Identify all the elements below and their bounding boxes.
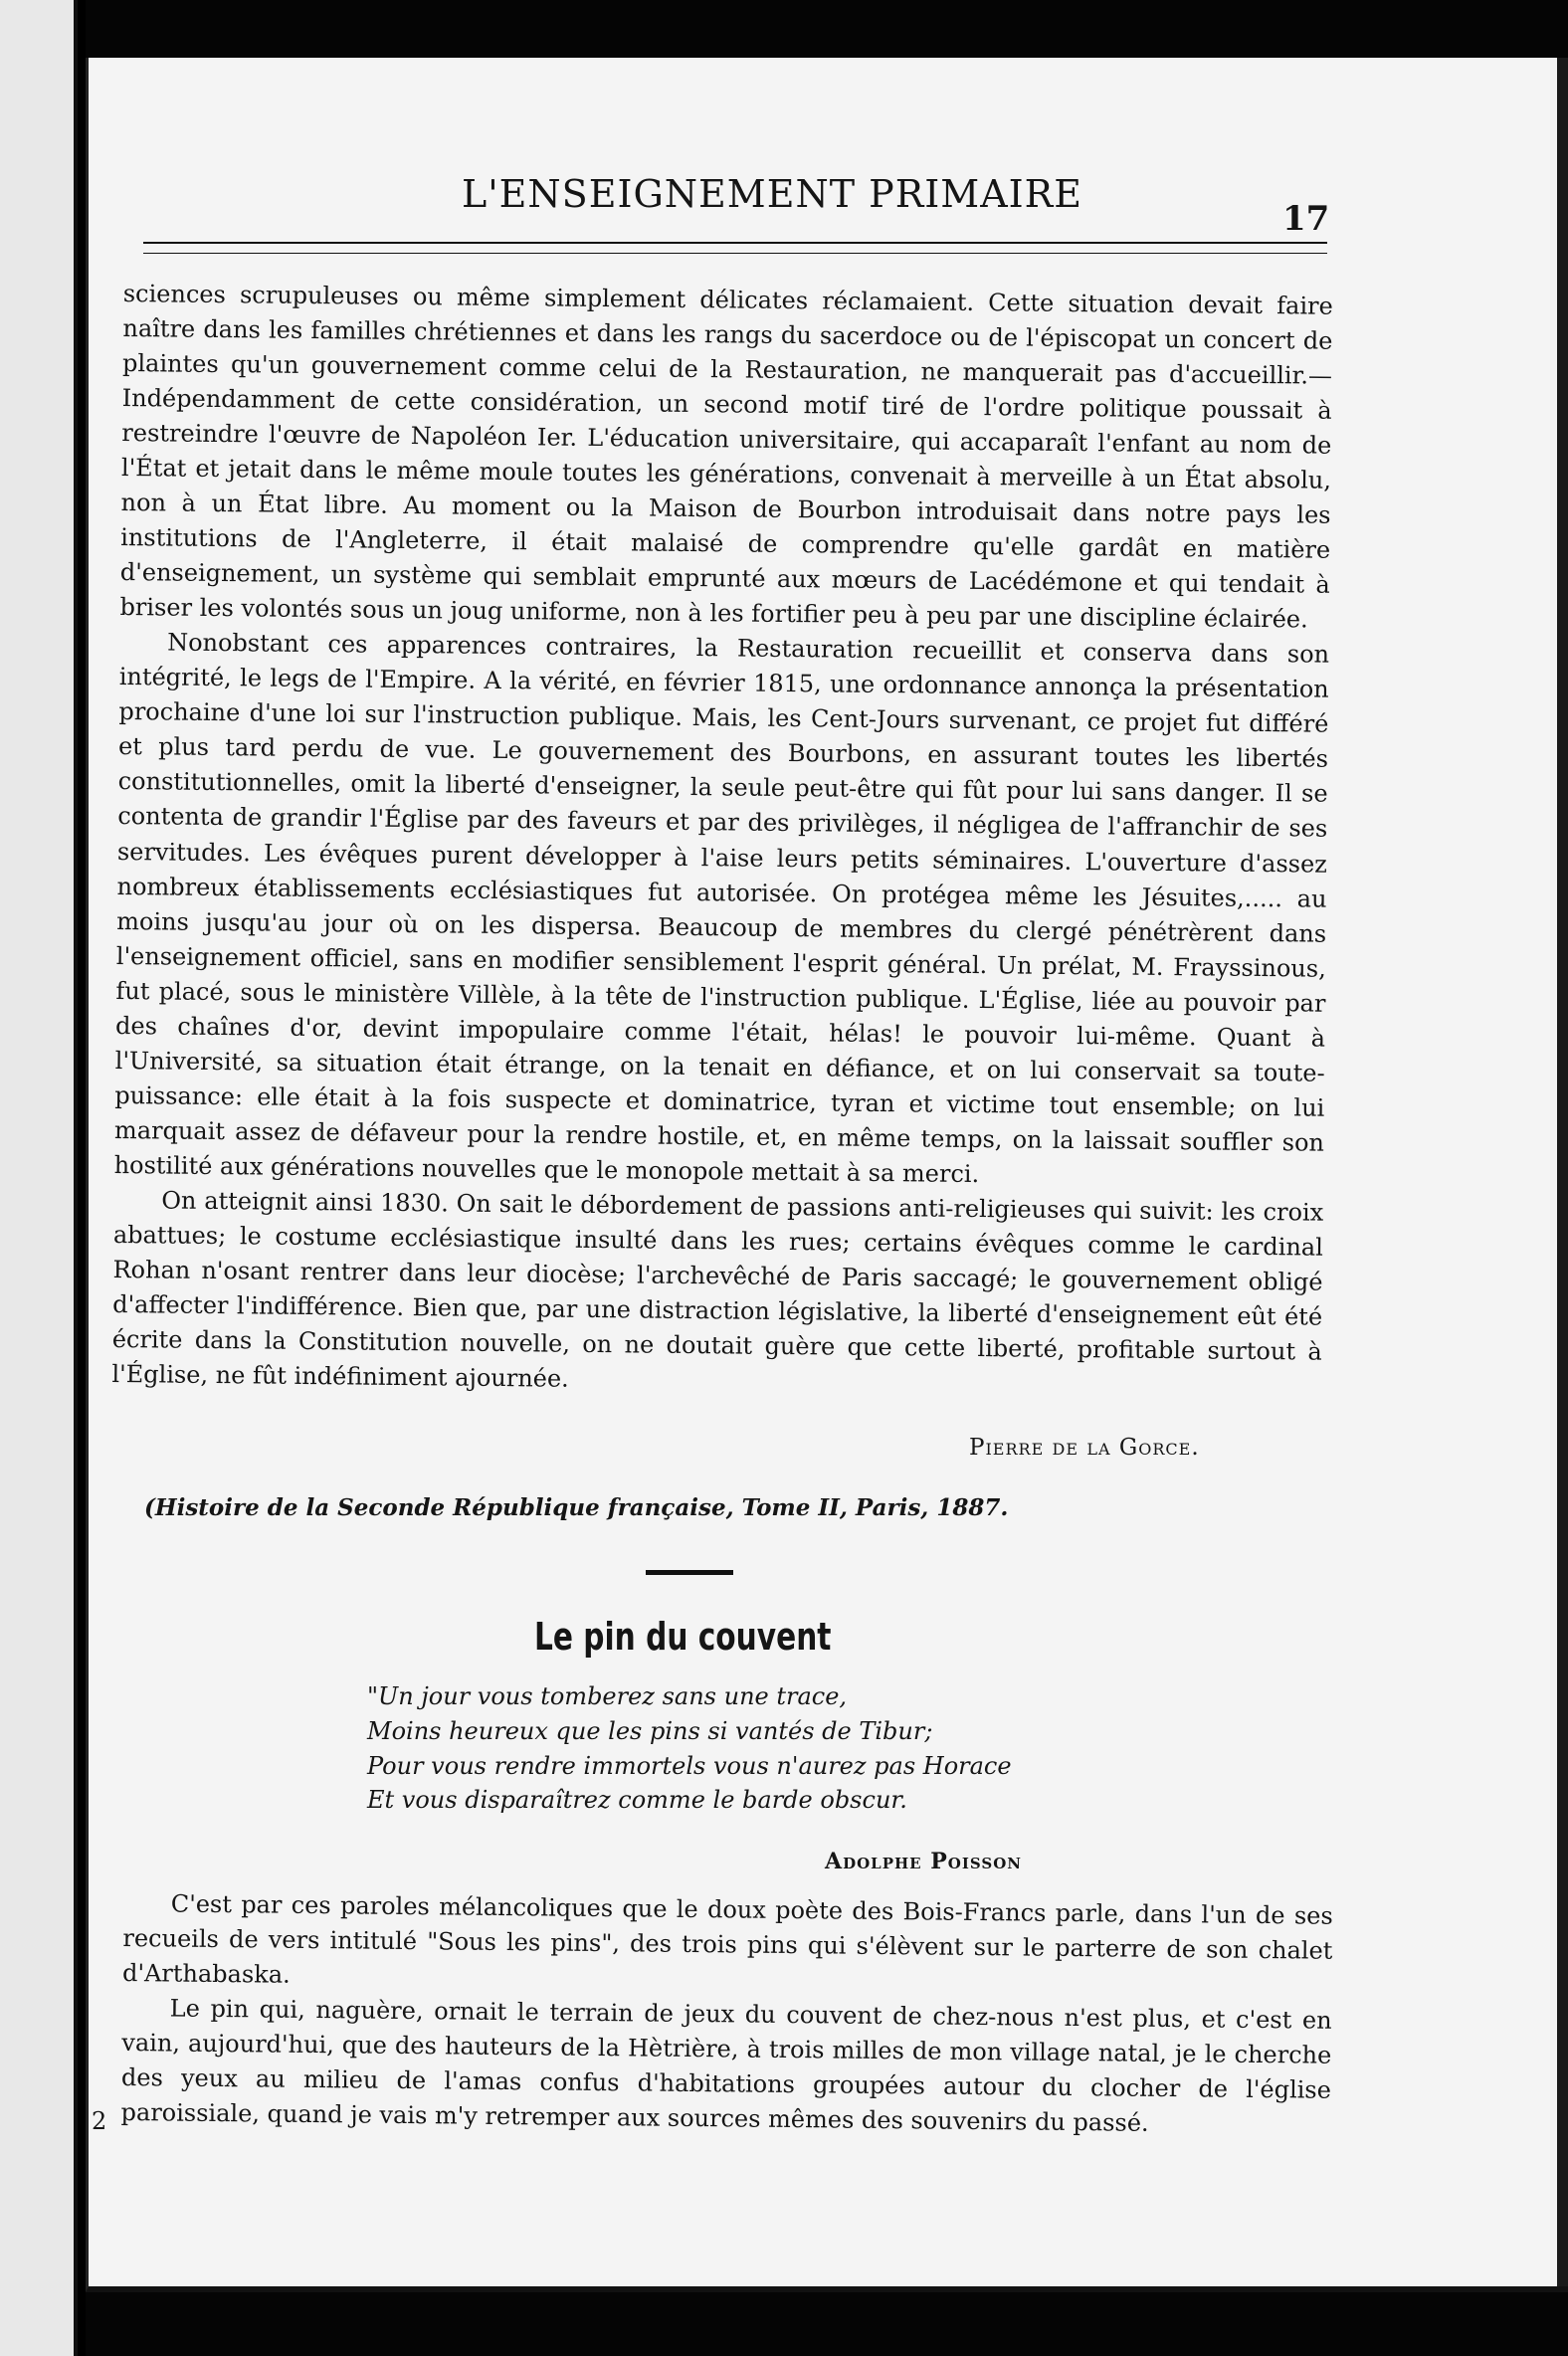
poem-verse: "Un jour vous tomberez sans une trace, (367, 1682, 848, 1710)
paragraph: On atteignit ainsi 1830. On sait le débordement de passions anti-religieuses qui suivit: les croix abattues; le costume ecclésiastique insulté dans les rues; certains évêques comme le cardinal Rohan n'osant rentrer dans leur diocèse; l'archevêché de Paris saccagé; le gouvernement obligé d'affecter l'indifférence. Bien que, par une distraction législative, la liberté d'enseignement eût été écrite dans la Constitution nouvelle, on ne doutait guère que cette liberté, profitable surtout à l'Église, ne fût indéfiniment ajournée. (111, 1186, 1324, 1393)
facing-page-edge (0, 0, 78, 2356)
running-header: L'ENSEIGNEMENT PRIMAIRE (462, 172, 1083, 216)
book-page (86, 58, 1568, 2292)
section-body (120, 1886, 1333, 2143)
signature-mark: 2 (92, 2107, 107, 2135)
article-body (111, 277, 1333, 1405)
poem-author: Adolphe Poisson (825, 1849, 1022, 1874)
paragraph: C'est par ces paroles mélancoliques que le doux poète des Bois-Francs parle, dans l'un de ses recueils de vers intitulé "Sous les pins", des trois pins qui s'élèvent sur le parterre de son chalet d'Arthabaska. (121, 1889, 1333, 1989)
epigraph-poem (367, 1679, 1012, 1818)
paragraph: Nonobstant ces apparences contraires, la Restauration recueillit et conserva dans son intégrité, le legs de l'Empire. A la vérité, en février 1815, une ordonnance annonça la présentation prochaine d'une loi sur l'instruction publique. Mais, les Cent-Jours survenant, ce projet fut différé et plus tard perdu de vue. Le gouvernement des Bourbons, en assurant toutes les libertés constitutionnelles, omit la liberté d'enseigner, la seule peut-être qui fût pour lui sans danger. Il se contenta de grandir l'Église par des faveurs et par des privilèges, il négligea de l'affranchir de ses servitudes. Les évêques purent développer à l'aise leurs petits séminaires. L'ouverture d'assez nombreux établissements ecclésiastiques fut autorisée. On protégea même les Jésuites,..... au moins jusqu'au jour où on les dispersa. Beaucoup de membres du clergé pénétrèrent dans l'enseignement officiel, sans en modifier sensiblement l'esprit général. Un prélat, M. Frayssinous, fut placé, sous le ministère Villèle, à la tête de l'instruction publique. L'Église, liée au pouvoir par des chaînes d'or, devint impopulaire comme l'était, hélas! le pouvoir lui-même. Quant à l'Université, sa situation était étrange, on la tenait en défiance, et on lui conservait sa toute-puissance: elle était à la fois suspecte et dominatrice, tyran et victime tout ensemble; on lui marquait assez de défaveur pour la rendre hostile, et, en même temps, on la laissait souffler son hostilité aux générations nouvelles que le monopole mettait à sa merci. (113, 628, 1330, 1188)
page-number: 17 (1282, 199, 1330, 239)
header-rule (143, 242, 1327, 244)
author-signature: Pierre de la Gorce. (969, 1435, 1200, 1461)
poem-verse: Moins heureux que les pins si vantés de Tibur; (367, 1716, 933, 1745)
page-spine (1557, 58, 1568, 2286)
source-citation: (Histoire de la Seconde République française, Tome II, Paris, 1887. (144, 1494, 1009, 1521)
paragraph: Le pin qui, naguère, ornait le terrain de jeux du couvent de chez-nous n'est plus, et c'est en vain, aujourd'hui, que des hauteurs de la Hètrière, à trois milles de mon village natal, je le cherche des yeux au milieu de l'amas confus d'habitations groupées autour du clocher de l'église paroissiale, quand je vais m'y retremper aux sources mêmes des souvenirs du passé. (120, 1994, 1332, 2137)
poem-verse: Et vous disparaîtrez comme le barde obscur. (367, 1786, 907, 1815)
paragraph: sciences scrupuleuses ou même simplement délicates réclamaient. Cette situation devait faire naître dans les familles chrétiennes et dans les rangs du sacerdoce ou de l'épiscopat un concert de plaintes qu'un gouvernement comme celui de la Restauration, ne manquerait pas d'accueillir.— Indépendamment de cette considération, un second motif tiré de l'ordre politique poussait à restreindre l'œuvre de Napoléon Ier. L'éducation universitaire, qui accaparaît l'enfant au nom de l'État et jetait dans le même moule toutes les générations, convenait à merveille à un État absolu, non à un État libre. Au moment ou la Maison de Bourbon introduisait dans notre pays les institutions de l'Angleterre, il était malaisé de comprendre qu'elle gardât en matière d'enseignement, un système qui semblait emprunté aux mœurs de Lacédémone et qui tendait à briser les volontés sous un joug uniforme, non à les fortifier peu à peu par une discipline éclairée. (119, 279, 1333, 634)
section-title: Le pin du couvent (534, 1615, 832, 1659)
section-separator (646, 1570, 733, 1575)
header-rule-thin (143, 253, 1327, 254)
poem-verse: Pour vous rendre immortels vous n'aurez pas Horace (367, 1751, 1012, 1780)
